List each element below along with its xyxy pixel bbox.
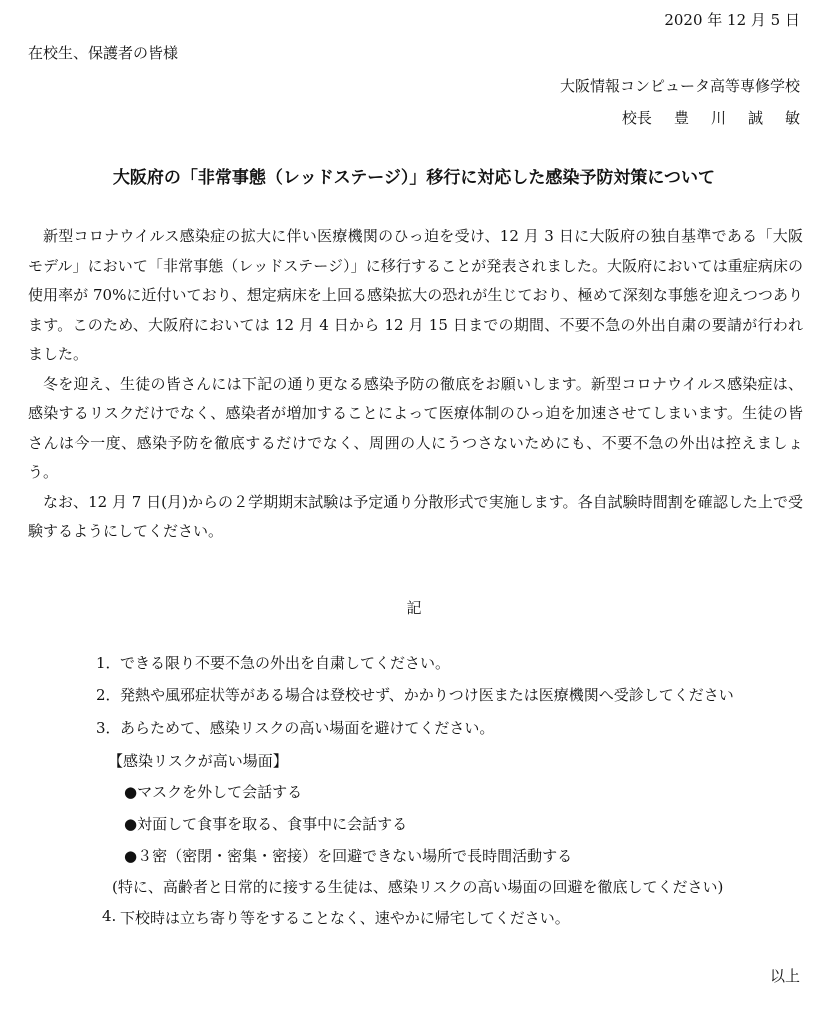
item-number: 3．	[96, 719, 121, 737]
paragraph: 新型コロナウイルス感染症の拡大に伴い医療機関のひっ迫を受け、12 月 3 日に大阪府の独自基準である「大阪モデル」において「非常事態（レッドステージ）」に移行することが発表されました。大阪府においては重症病床の使用率が 70%に近付いており、想定病床を上回る感染拡大の恐れが生じており、極めて深刻な事態を迎えつつあります。このため、大阪府においては 12 月 4 日から 12 月 15 日までの期間、不要不急の外出自粛の要請が行われました。	[28, 227, 803, 363]
item-text: あらためて、感染リスクの高い場面を避けてください。	[120, 719, 495, 737]
risk-item: ●マスクを外して会話する	[124, 783, 303, 801]
paragraph: 冬を迎え、生徒の皆さんには下記の通り更なる感染予防の徹底をお願いします。新型コロナウイルス感染症は、感染するリスクだけでなく、感染者が増加することによって医療体制のひっ迫を加速させてしまいます。生徒の皆さんは今一度、感染予防を徹底するだけでなく、周囲の人にうつさないためにも、不要不急の外出は控えましょう。	[28, 374, 803, 481]
sender-role: 校長	[621, 109, 652, 127]
document-title: 大阪府の「非常事態（レッドステージ）」移行に対応した感染予防対策について	[112, 168, 716, 188]
paragraph: なお、12 月 7 日(月)からの２学期期末試験は予定通り分散形式で実施します。各自試験時間割を確認した上で受験するようにしてください。	[28, 492, 803, 540]
sender-name	[622, 107, 800, 128]
item-number: 4.	[102, 907, 117, 925]
risk-note: (特に、高齢者と日常的に接する生徒は、感染リスクの高い場面の回避を徹底してください)	[112, 878, 724, 896]
item-number: 2．	[96, 686, 121, 704]
risk-item: ●対面して食事を取る、食事中に会話する	[124, 815, 408, 833]
body-text	[28, 222, 803, 547]
sender-name-char: 川	[710, 109, 726, 127]
document-date: 2020 年 12 月 5 日	[664, 11, 800, 29]
sender-organization: 大阪情報コンピュータ高等専修学校	[559, 77, 800, 95]
item-text: 下校時は立ち寄り等をすることなく、速やかに帰宅してください。	[120, 909, 570, 927]
addressee: 在校生、保護者の皆様	[28, 44, 179, 62]
item-text: できる限り不要不急の外出を自粛してください。	[120, 654, 451, 672]
item-text: 発熱や風邪症状等がある場合は登校せず、かかりつけ医または医療機関へ受診してください	[120, 686, 734, 704]
sender-name-char: 誠	[747, 109, 763, 127]
risk-heading: 【感染リスクが高い場面】	[108, 752, 288, 770]
item-number: 1．	[96, 654, 121, 672]
sender-name-char: 敏	[784, 109, 800, 127]
closing-mark: 以上	[769, 967, 800, 985]
ki-marker: 記	[406, 599, 422, 617]
risk-item: ●３密（密閉・密集・密接）を回避できない場所で長時間活動する	[124, 847, 573, 865]
sender-name-char: 豊	[673, 109, 689, 127]
